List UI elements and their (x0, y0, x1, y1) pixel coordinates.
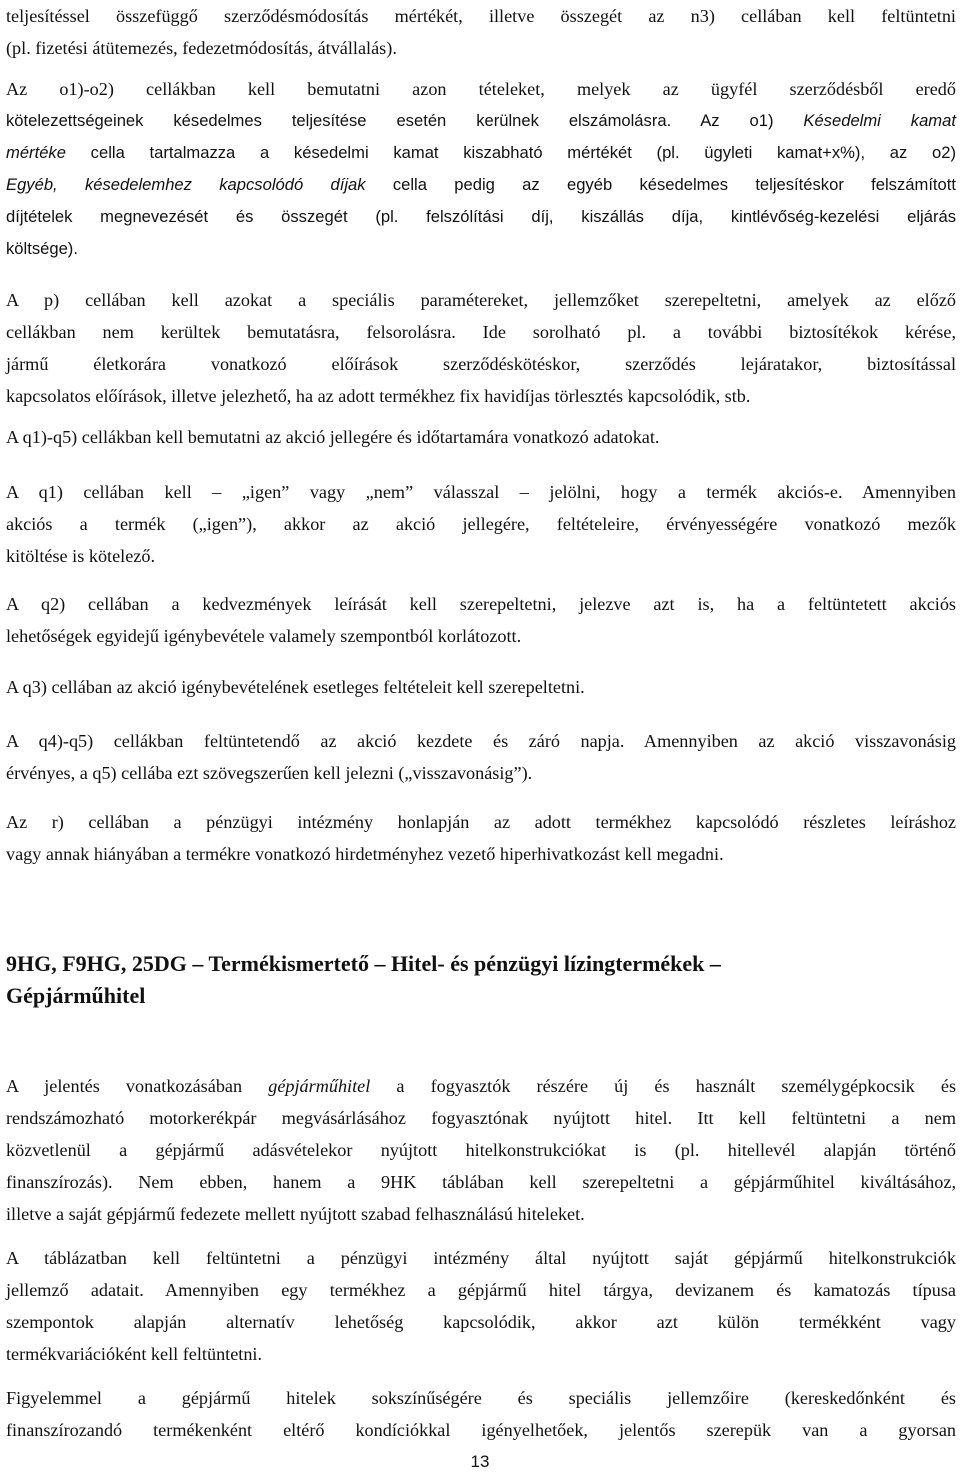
page-number: 13 (470, 1452, 490, 1471)
text-line: cellákban nem kerültek bemutatásra, felsorolásra. Ide sorolható pl. a további biztosítékok kérése, (6, 322, 956, 342)
text-line: érvényes, a q5) cellába ezt szövegszerűen kell jelezni („visszavonásig”). (6, 763, 533, 783)
paragraph-q1-cell (6, 476, 956, 572)
text-line: vagy annak hiányában a termékre vonatkozó hirdetményhez vezető hiperhivatkozást kell megadni. (6, 844, 724, 864)
paragraph-table-contents (6, 1242, 956, 1370)
text-line: jellemző adatait. Amennyiben egy termékhez a gépjármű hitel tárgya, devizanem és kamatozás típusa (6, 1280, 956, 1300)
text-line: A q2) cellában a kedvezmények leírását kell szerepeltetni, jelezve azt is, ha a feltüntetett akciós (6, 594, 956, 614)
heading-line: Gépjárműhitel (6, 983, 146, 1008)
text-line: szempontok alapján alternatív lehetőség kapcsolódik, akkor azt külön termékként vagy (6, 1312, 956, 1332)
paragraph-special-parameters (6, 284, 956, 412)
text-line: Figyelemmel a gépjármű hitelek sokszínűségére és speciális jellemzőire (kereskedőnként és (6, 1388, 956, 1408)
text-line: Az r) cellában a pénzügyi intézmény honlapján az adott termékhez kapcsolódó részletes leíráshoz (6, 812, 956, 832)
paragraph-renegotiation-end (6, 0, 956, 64)
text-line: költsége). (6, 239, 78, 258)
text-line: Egyéb, késedelemhez kapcsolódó díjak cella pedig az egyéb késedelmes teljesítéskor felszámított (6, 175, 956, 194)
paragraph-q3-cell (6, 671, 956, 703)
heading-line: 9HG, F9HG, 25DG – Termékismertető – Hitel- és pénzügyi lízingtermékek – (6, 951, 721, 976)
text-line: mértéke cella tartalmazza a késedelmi kamat kiszabható mértékét (pl. ügyleti kamat+x%), az o2) (6, 143, 956, 162)
paragraph-late-payment (6, 73, 956, 265)
text-line: A q3) cellában az akció igénybevételének esetleges feltételeit kell szerepeltetni. (6, 677, 585, 697)
text-line: kötelezettségeinek késedelmes teljesítése esetén kerülnek elszámolásra. Az o1) Késedelmi kamat (6, 111, 956, 130)
text-line: (pl. fizetési átütemezés, fedezetmódosítás, átvállalás). (6, 38, 397, 58)
text-line: A q1)-q5) cellákban kell bemutatni az akció jellegére és időtartamára vonatkozó adatokat. (6, 427, 660, 447)
text-line: lehetőségek egyidejű igénybevétele valamely szempontból korlátozott. (6, 626, 522, 646)
text-line: Az o1)-o2) cellákban kell bemutatni azon tételeket, melyek az ügyfél szerződésből eredő (6, 79, 956, 99)
section-heading (6, 948, 956, 1012)
text-line: díjtételek megnevezését és összegét (pl. felszólítási díj, kiszállás díja, kintlévőség-kezelési eljárás (6, 207, 956, 226)
text-line: A táblázatban kell feltüntetni a pénzügyi intézmény által nyújtott saját gépjármű hitelkonstrukciók (6, 1248, 956, 1268)
paragraph-q4-q5-cells (6, 725, 956, 789)
text-line: finanszírozás). Nem ebben, hanem a 9HK táblában kell szerepeltetni a gépjárműhitel kiváltásához, (6, 1172, 956, 1192)
text-line: kitöltése is kötelező. (6, 546, 155, 566)
text-line: termékvariációként kell feltüntetni. (6, 1344, 263, 1364)
text-line: rendszámozható motorkerékpár megvásárlásához fogyasztónak nyújtott hitel. Itt kell feltüntetni a nem (6, 1108, 956, 1128)
text-line: A q4)-q5) cellákban feltüntetendő az akció kezdete és záró napja. Amennyiben az akció visszavonásig (6, 731, 956, 751)
paragraph-diversity (6, 1382, 956, 1446)
text-line: A jelentés vonatkozásában gépjárműhitel a fogyasztók részére új és használt személygépkocsik és (6, 1076, 957, 1096)
text-line: finanszírozandó termékenként eltérő kondíciókkal igényelhetőek, jelentős szerepük van a gyorsan (6, 1420, 956, 1440)
text-line: A q1) cellában kell – „igen” vagy „nem” válasszal – jelölni, hogy a termék akciós-e. Amennyiben (6, 482, 956, 502)
text-line: közvetlenül a gépjármű adásvételekor nyújtott hitelkonstrukciókat is (pl. hitellevél alapján történő (6, 1140, 956, 1160)
text-line: A p) cellában kell azokat a speciális paramétereket, jellemzőket szerepeltetni, amelyek az előző (6, 290, 956, 310)
text-line: jármű életkorára vonatkozó előírások szerződéskötéskor, szerződés lejáratakor, biztosítással (6, 354, 956, 374)
paragraph-q2-cell (6, 588, 956, 652)
text-line: illetve a saját gépjármű fedezete mellett nyújtott szabad felhasználású hiteleket. (6, 1204, 585, 1224)
paragraph-definition (6, 1070, 956, 1230)
text-line: kapcsolatos előírások, illetve jelezhető, ha az adott termékhez fix havidíjas törlesztés kapcsolódik, stb. (6, 386, 751, 406)
paragraph-promotion-cells (6, 421, 956, 453)
paragraph-r-cell (6, 806, 956, 870)
text-line: akciós a termék („igen”), akkor az akció jellegére, feltételeire, érvényességére vonatkozó mezők (6, 514, 956, 534)
text-line: teljesítéssel összefüggő szerződésmódosítás mértékét, illetve összegét az n3) cellában kell feltüntetni (6, 6, 956, 26)
